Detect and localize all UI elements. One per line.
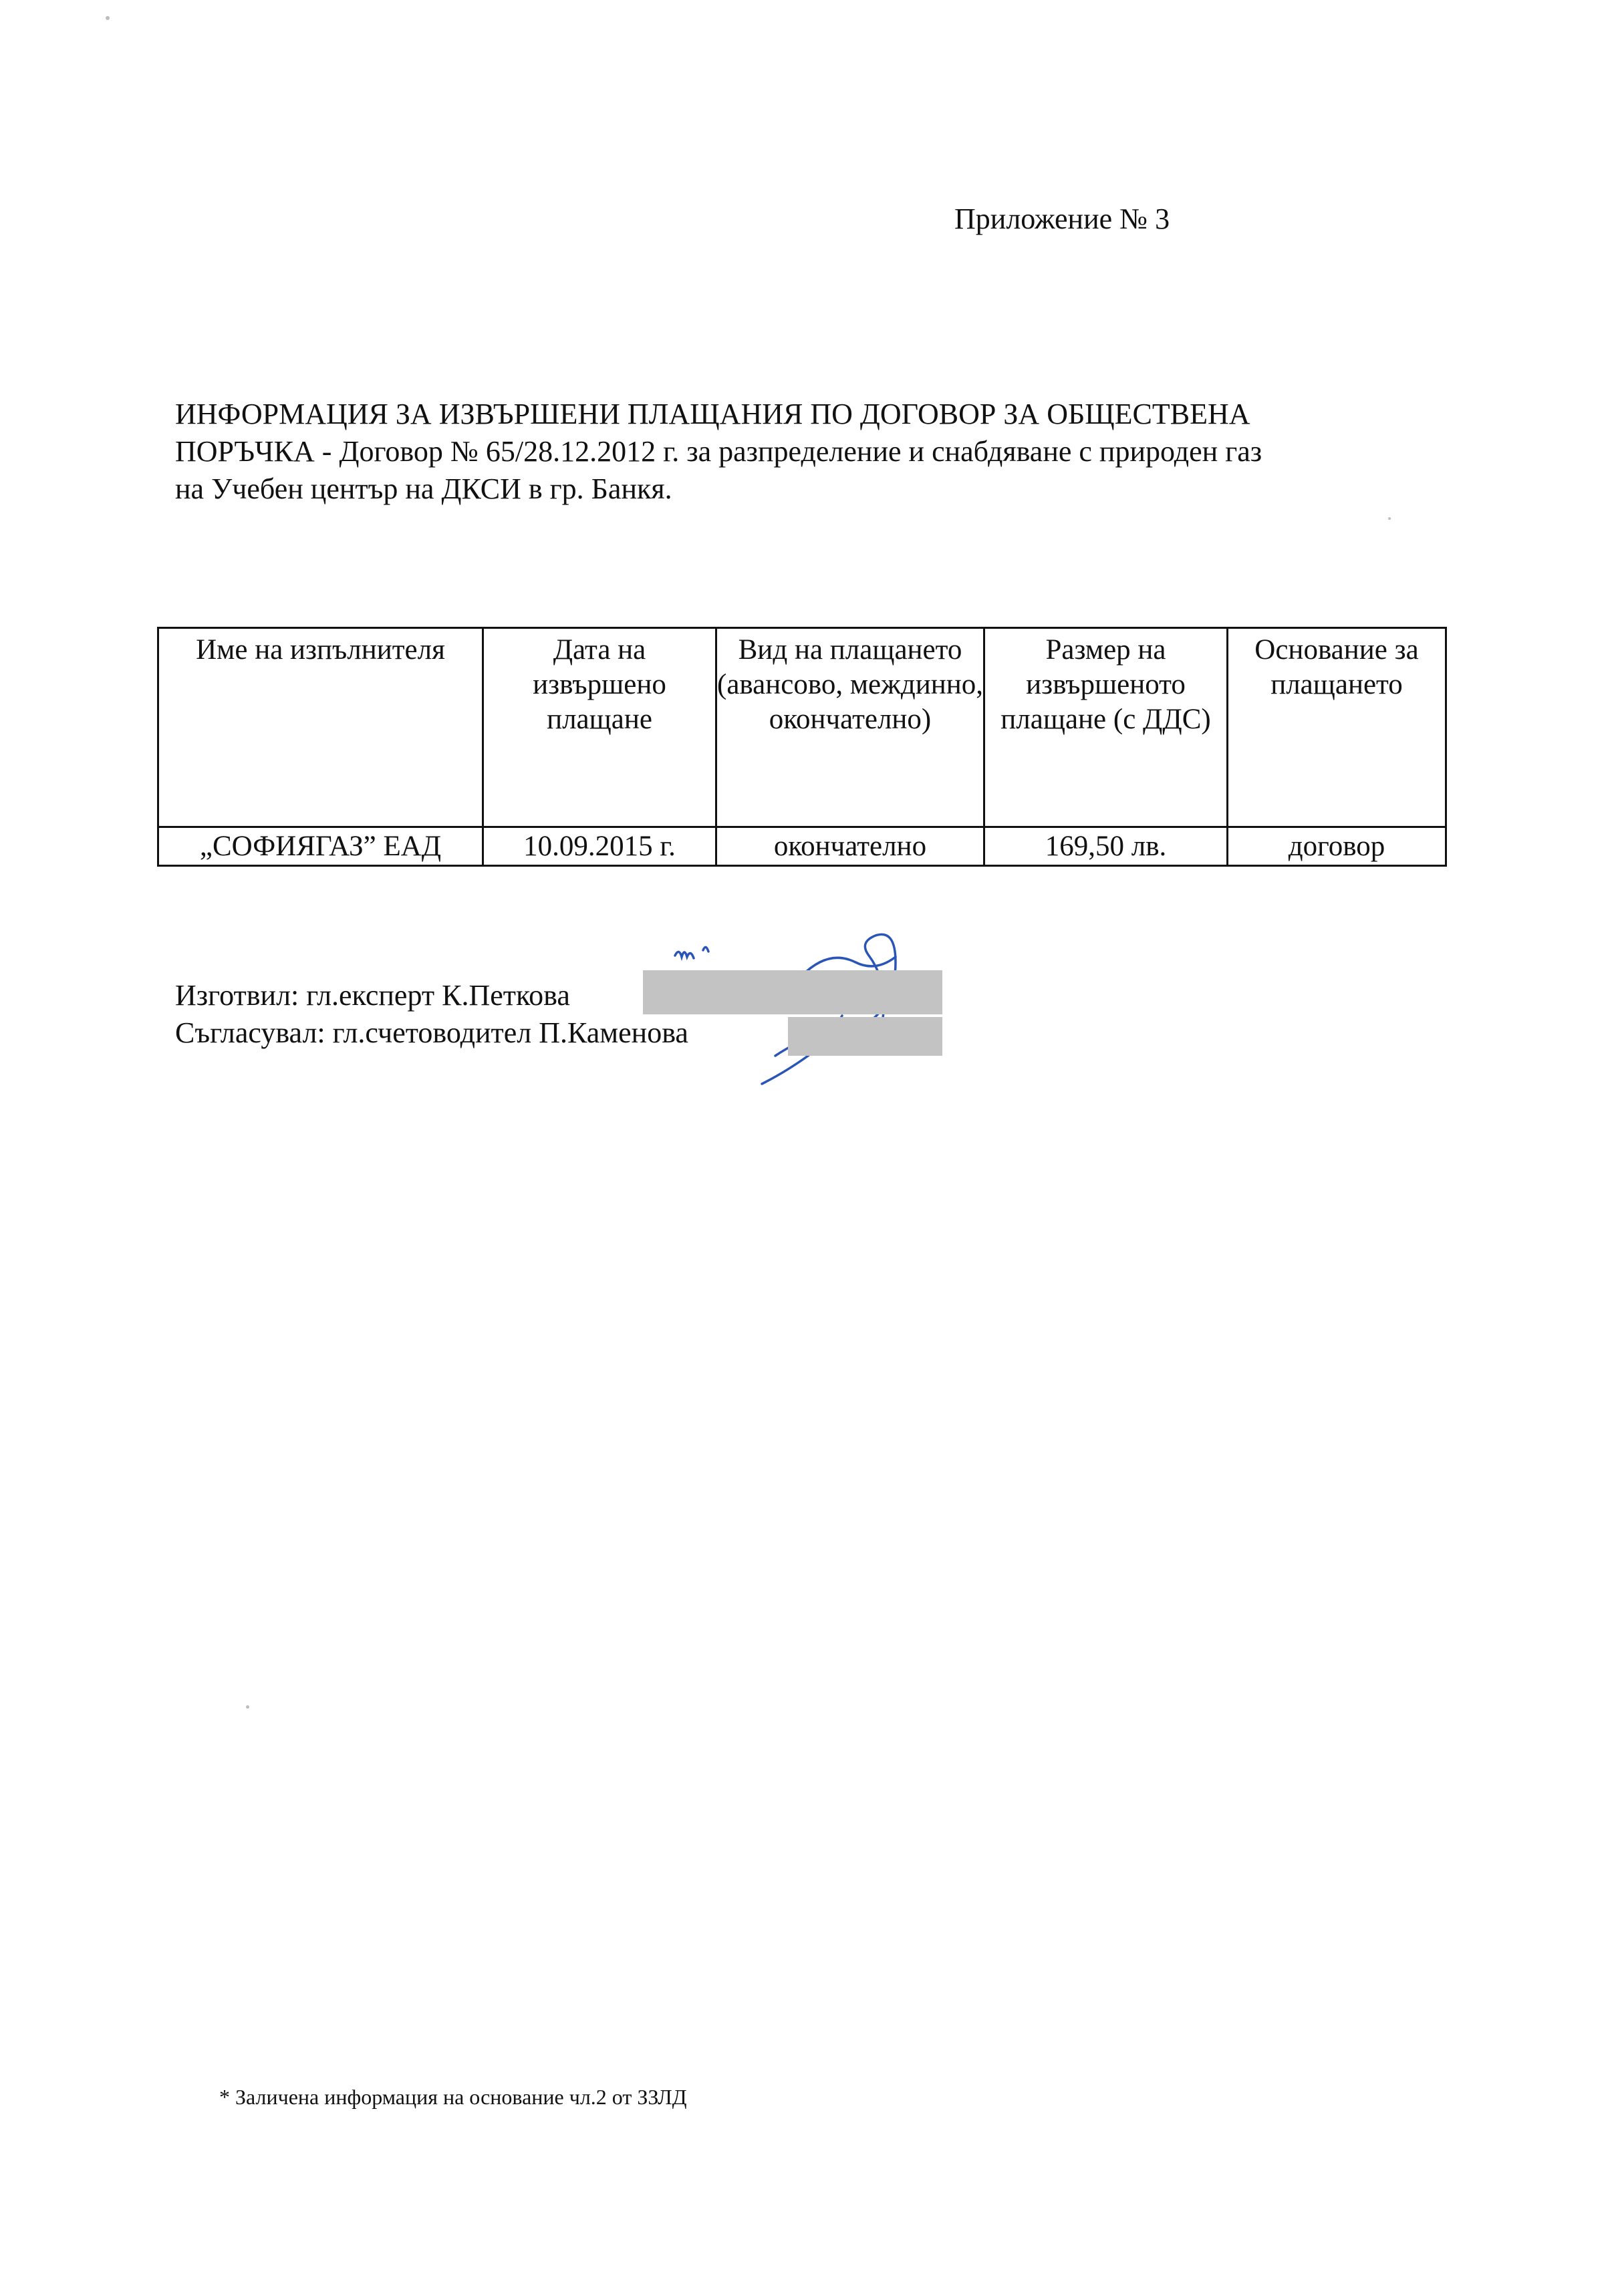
header-contractor: Име на изпълнителя	[158, 628, 483, 827]
header-payment-date: Дата на извършено плащане	[483, 628, 716, 827]
cell-payment-basis: договор	[1228, 827, 1446, 866]
title-line-2: ПОРЪЧКА - Договор № 65/28.12.2012 г. за разпределение и снабдяване с природен газ	[175, 435, 1262, 468]
header-payment-type: Вид на плащането (авансово, междинно, окончателно)	[716, 628, 984, 827]
document-title	[175, 396, 1445, 508]
title-line-1: ИНФОРМАЦИЯ ЗА ИЗВЪРШЕНИ ПЛАЩАНИЯ ПО ДОГОВОР ЗА ОБЩЕСТВЕНА	[175, 398, 1250, 430]
header-payment-amount: Размер на извършеното плащане (с ДДС)	[984, 628, 1228, 827]
signature-block	[175, 977, 688, 1052]
table-row	[158, 827, 1446, 866]
header-payment-basis: Основание за плащането	[1228, 628, 1446, 827]
handwritten-signature	[662, 929, 956, 1103]
cell-payment-date: 10.09.2015 г.	[483, 827, 716, 866]
approved-by: Съгласувал: гл.счетоводител П.Каменова	[175, 1016, 688, 1049]
payments-table	[157, 627, 1447, 867]
cell-payment-amount: 169,50 лв.	[984, 827, 1228, 866]
cell-payment-type: окончателно	[716, 827, 984, 866]
redaction-box	[643, 970, 942, 1014]
scan-speck	[246, 1705, 249, 1709]
cell-contractor: „СОФИЯГАЗ” ЕАД	[158, 827, 483, 866]
redaction-box	[788, 1017, 942, 1056]
table-header-row	[158, 628, 1446, 827]
title-line-3: на Учебен център на ДКСИ в гр. Банкя.	[175, 472, 672, 505]
prepared-by: Изготвил: гл.експерт К.Петкова	[175, 979, 570, 1012]
footnote: * Заличена информация на основание чл.2 от ЗЗЛД	[219, 2085, 687, 2109]
scan-speck	[1388, 517, 1391, 520]
scan-speck	[106, 16, 110, 20]
annex-label: Приложение № 3	[954, 202, 1170, 235]
